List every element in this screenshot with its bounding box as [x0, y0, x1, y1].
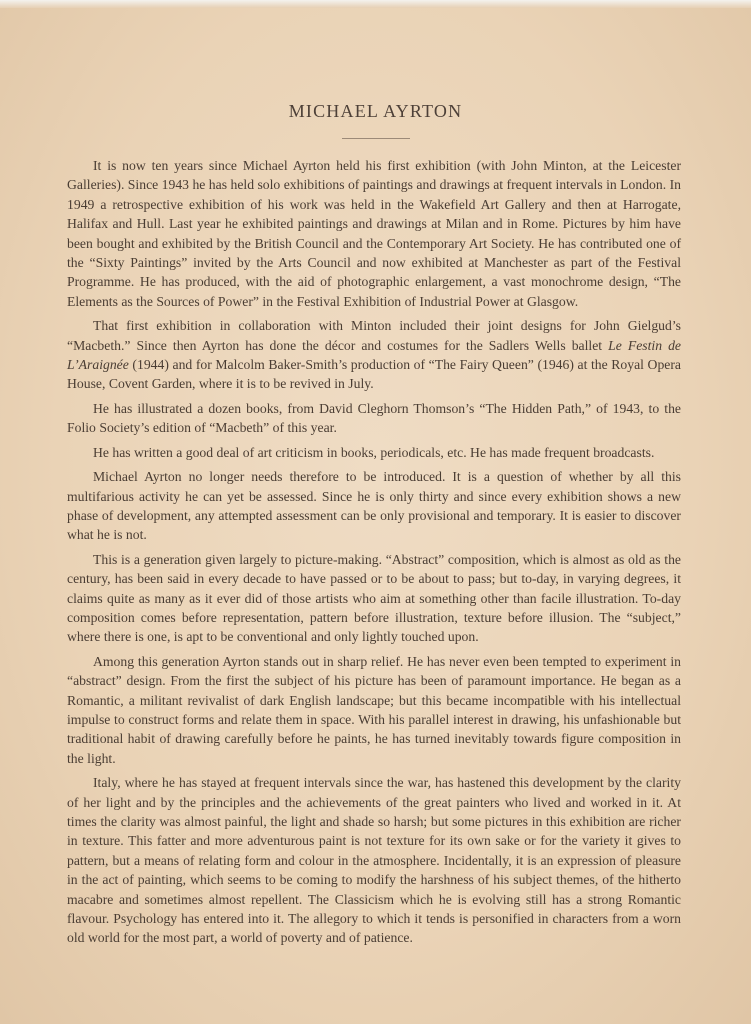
page-edge [0, 0, 751, 8]
paragraph: It is now ten years since Michael Ayrton held his first exhibition (with John Minton, at the Leicester Galleries). Since 1943 he has held solo exhibitions of paintings and drawings at frequent intervals in London. In 1949 a retrospective exhibition of his work was held in the Wakefield Art Gallery and then at Harrogate, Halifax and Hull. Last year he exhibited paintings and drawings at Milan and in Rome. Pictures by him have been bought and exhibited by the British Council and the Contemporary Art Society. He has contributed one of the “Sixty Paintings” invited by the Arts Council and now exhibited at Manchester as part of the Festival Programme. He has produced, with the aid of photographic enlargement, a vast monochrome design, “The Elements as the Sources of Power” in the Festival Exhibition of Industrial Power at Glasgow. [67, 158, 681, 309]
paragraph-text: That first exhibition in collaboration with Minton included their joint designs for John Gielgud’s “Macbeth.” Since then Ayrton has done the décor and costumes for the Sadlers Wells ballet [67, 318, 681, 353]
paragraph [67, 316, 681, 394]
ballet-title: Le Festin de L’Araignée [67, 337, 681, 373]
paragraph: Michael Ayrton no longer needs therefore to be introduced. It is a question of whether by all this multifarious activity he can yet be assessed. Since he is only thirty and since every exhibition shows a new phase of development, any attempted assessment can be only provisional and temporary. It is easier to discover what he is not. [67, 469, 681, 543]
paragraph: Italy, where he has stayed at frequent intervals since the war, has hastened this development by the clarity of her light and by the principles and the achievements of the great painters who lived and worked in it. At times the clarity was almost painful, the light and shade so harsh; but some pictures in this exhibition are richer in texture. This fatter and more adventurous paint is not texture for its own sake or for the variety it gives to pattern, but a means of relating form and colour in the atmosphere. Incidentally, it is an expression of pleasure in the act of painting, which seems to be coming to modify the harshness of his subject themes, of the hitherto macabre and sometimes almost repellent. The Classicism which he is evolving still has a strong Romantic flavour. Psychology has entered into it. The allegory to which it tends is personified in characters from a worn old world for the most part, a world of poverty and of patience. [67, 775, 681, 946]
page-title: MICHAEL AYRTON [288, 101, 463, 121]
paragraph: This is a generation given largely to picture-making. “Abstract” composition, which is almost as old as the century, has been said in every decade to have passed or to be about to pass; but to-day, in varying degrees, it claims quite as many as it ever did of those artists who aim at something other than facile illustration. To-day composition comes before representation, pattern before illustration, texture before illusion. The “subject,” where there is one, is apt to be conventional and only lightly touched upon. [67, 551, 681, 645]
paragraph: Among this generation Ayrton stands out in sharp relief. He has never even been tempted to experiment in “abstract” design. From the first the subject of his picture has been of paramount importance. He began as a Romantic, a militant revivalist of dark English landscape; but this became incompatible with his intellectual impulse to construct forms and relate them in space. With his parallel interest in drawing, his unfashionable but traditional habit of drawing carefully before he paints, he has turned inevitably towards figure composition in the light. [67, 653, 681, 766]
article-body [67, 156, 681, 953]
paragraph: He has written a good deal of art criticism in books, periodicals, etc. He has made frequent broadcasts. [93, 444, 655, 460]
title-divider [342, 138, 410, 139]
paragraph-text: (1944) and for Malcolm Baker-Smith’s production of “The Fairy Queen” (1946) at the Royal Opera House, Covent Garden, where it is to be revived in July. [67, 357, 681, 392]
paragraph: He has illustrated a dozen books, from David Cleghorn Thomson’s “The Hidden Path,” of 1943, to the Folio Society’s edition of “Macbeth” of this year. [67, 400, 681, 436]
